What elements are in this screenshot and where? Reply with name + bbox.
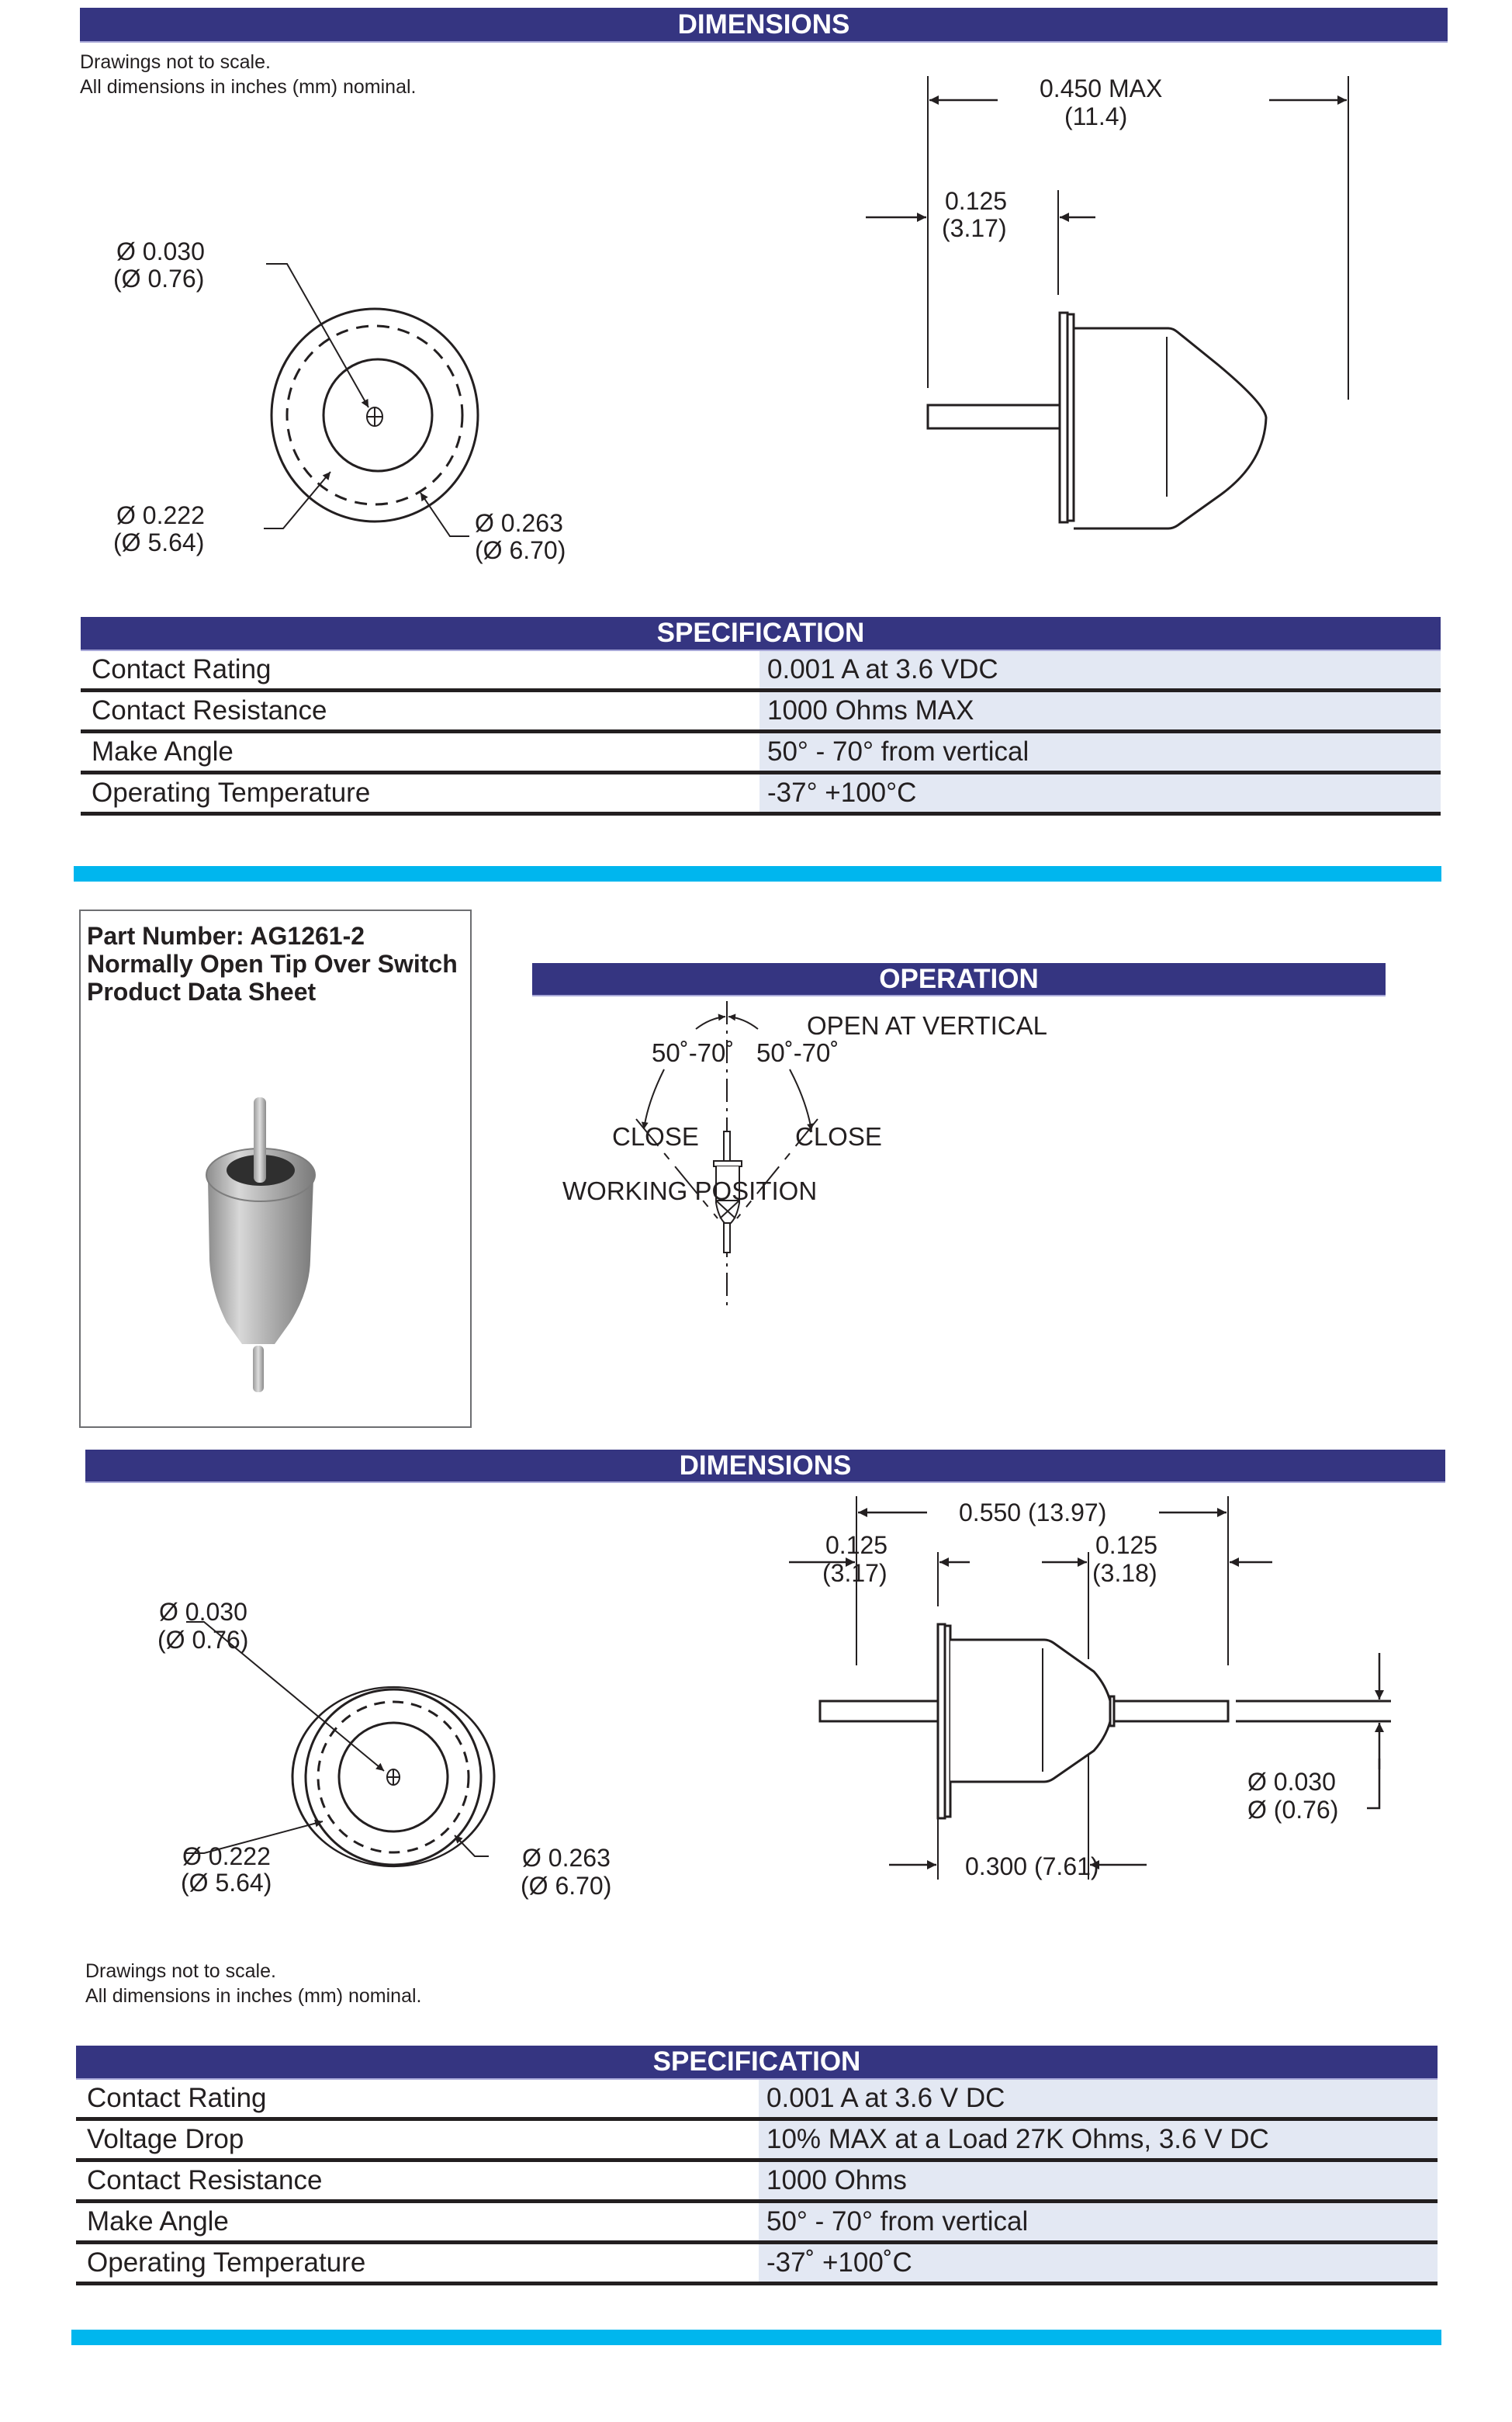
lead-left-label: 0.125 [825, 1531, 888, 1559]
lead-length-label: 0.125 [945, 187, 1008, 215]
note-not-to-scale: Drawings not to scale. [85, 1960, 276, 1982]
operation-diagram [528, 1001, 1396, 1327]
switch-body-side [820, 1624, 1228, 1818]
dimensions-header-2: DIMENSIONS [85, 1450, 1445, 1483]
operation-header: OPERATION [532, 963, 1386, 996]
pin-dia-label: Ø 0.030 [159, 1598, 247, 1626]
note-units: All dimensions in inches (mm) nominal. [85, 1985, 422, 2007]
product-name: Normally Open Tip Over Switch [87, 950, 458, 978]
spec-row [81, 691, 1441, 732]
pin-dia-metric: Ø (0.76) [1247, 1796, 1339, 1824]
outer-dia-metric: (Ø 6.70) [475, 536, 566, 564]
drawing-note-1 [80, 50, 416, 99]
close-right-label: CLOSE [795, 1122, 882, 1151]
spec-value: 0.001 A at 3.6 VDC [759, 651, 1441, 691]
document-type: Product Data Sheet [87, 978, 317, 1006]
spec-row [81, 773, 1441, 814]
section-divider-2 [71, 2330, 1441, 2345]
specification-header-1: SPECIFICATION [81, 617, 1441, 651]
spec-row [76, 2243, 1438, 2284]
spec-parameter: Contact Rating [81, 651, 759, 691]
spec-value: 50° - 70° from vertical [759, 732, 1441, 773]
side-view-drawing-2 [776, 1490, 1474, 1971]
spec-row [76, 2080, 1438, 2119]
spec-row [81, 732, 1441, 773]
specification-header-2: SPECIFICATION [76, 2046, 1438, 2080]
inner-circle [324, 359, 432, 471]
angle-left-label: 50˚-70˚ [652, 1038, 735, 1067]
spec-parameter: Make Angle [76, 2202, 759, 2243]
spec-value: -37° +100°C [759, 773, 1441, 814]
angle-right-label: 50˚-70˚ [756, 1038, 839, 1067]
pin-dia-label: Ø 0.030 [116, 237, 205, 265]
pin-dia-metric: (Ø 0.76) [157, 1626, 249, 1654]
part-number: Part Number: AG1261-2 [87, 922, 365, 950]
specification-table-2 [76, 2080, 1438, 2285]
pin-dia-label: Ø 0.030 [1247, 1768, 1336, 1796]
close-left-label: CLOSE [612, 1122, 699, 1151]
spec-parameter: Make Angle [81, 732, 759, 773]
spec-parameter: Contact Rating [76, 2080, 759, 2119]
product-card [79, 910, 472, 1428]
spec-row [76, 2119, 1438, 2160]
working-position-label: WORKING POSITION [562, 1176, 818, 1205]
note-not-to-scale: Drawings not to scale. [80, 51, 271, 73]
spec-value: 0.001 A at 3.6 V DC [759, 2080, 1438, 2119]
spec-row [76, 2202, 1438, 2243]
outer-dia-label: Ø 0.263 [475, 509, 563, 537]
side-view-drawing-1 [853, 62, 1396, 543]
spec-parameter: Voltage Drop [76, 2119, 759, 2160]
overall-length-metric: (11.4) [1064, 102, 1128, 130]
inner-dia-label: Ø 0.222 [116, 501, 205, 529]
overall-length-label: 0.450 MAX [1040, 74, 1163, 102]
inner-dia-metric: (Ø 5.64) [181, 1869, 272, 1897]
dimensions-header-1: DIMENSIONS [80, 8, 1448, 43]
spec-value: 1000 Ohms [759, 2160, 1438, 2202]
inner-dia-metric: (Ø 5.64) [113, 528, 205, 556]
spec-value: 10% MAX at a Load 27K Ohms, 3.6 V DC [759, 2119, 1438, 2160]
end-view-drawing-1 [113, 217, 791, 590]
spec-row [76, 2160, 1438, 2202]
switch-body-side [928, 313, 1266, 528]
note-units: All dimensions in inches (mm) nominal. [80, 76, 417, 98]
section-divider-1 [74, 866, 1441, 882]
spec-value: -37˚ +100˚C [759, 2243, 1438, 2284]
outer-dia-label: Ø 0.263 [522, 1844, 611, 1872]
product-photo [197, 1097, 360, 1392]
spec-value: 1000 Ohms MAX [759, 691, 1441, 732]
open-at-vertical-label: OPEN AT VERTICAL [807, 1011, 1047, 1040]
drawing-note-2 [85, 1959, 421, 2008]
product-title [87, 922, 458, 1006]
lead-right-label: 0.125 [1095, 1531, 1158, 1559]
outer-dia-metric: (Ø 6.70) [521, 1872, 612, 1900]
pin-dia-metric: (Ø 0.76) [113, 265, 205, 293]
spec-parameter: Operating Temperature [81, 773, 759, 814]
spec-row [81, 651, 1441, 691]
lead-right-metric: (3.18) [1092, 1559, 1157, 1587]
specification-table-1 [81, 651, 1441, 816]
overall-length-label: 0.550 (13.97) [959, 1499, 1107, 1526]
spec-value: 50° - 70° from vertical [759, 2202, 1438, 2243]
inner-dia-label: Ø 0.222 [182, 1842, 271, 1870]
lead-length-metric: (3.17) [942, 214, 1007, 242]
spec-parameter: Contact Resistance [76, 2160, 759, 2202]
spec-parameter: Operating Temperature [76, 2243, 759, 2284]
lead-left-metric: (3.17) [822, 1559, 887, 1587]
body-length-label: 0.300 (7.61) [965, 1852, 1099, 1880]
spec-parameter: Contact Resistance [81, 691, 759, 732]
end-view-drawing-2 [147, 1599, 659, 1925]
